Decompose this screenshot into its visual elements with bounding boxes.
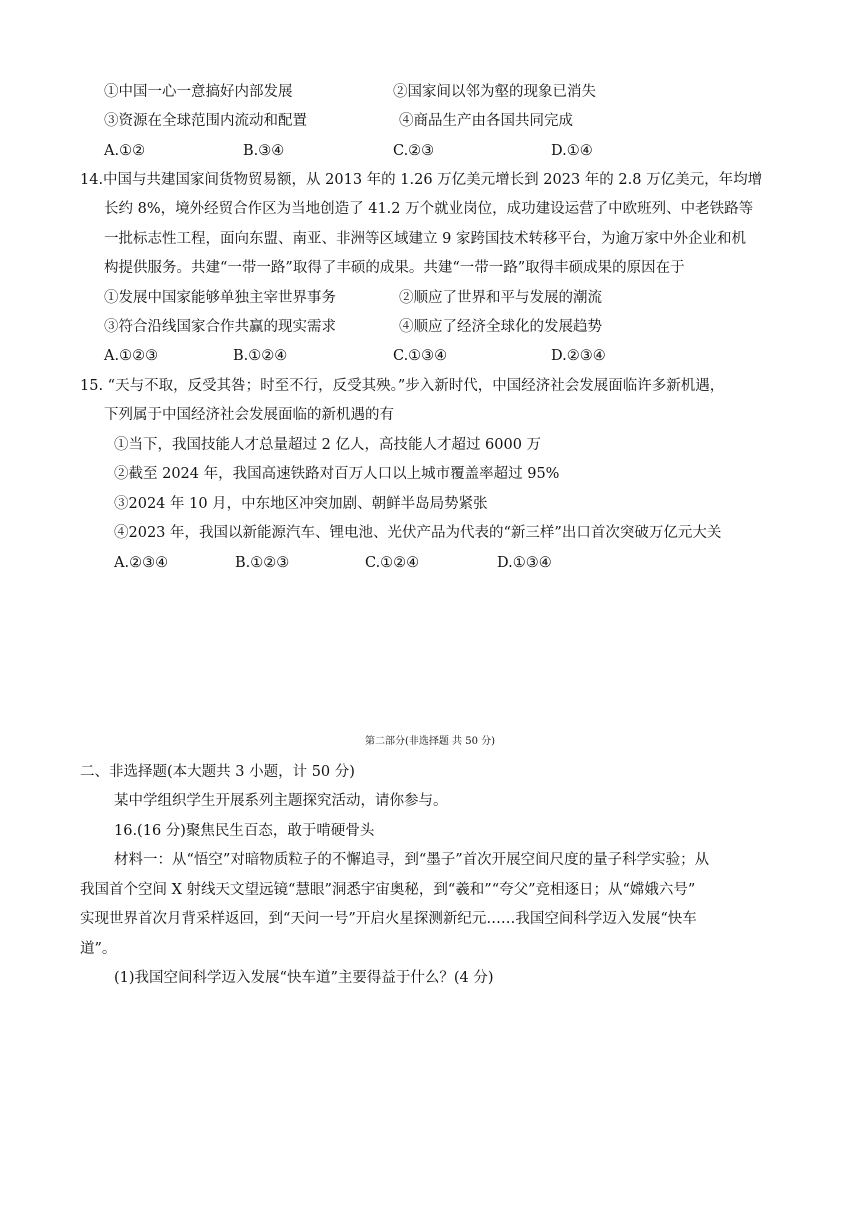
q14-option-a: A.①②③ (104, 348, 159, 364)
q16-sub-question-1: (1)我国空间科学迈入发展“快车道”主要得益于什么？(4 分) (114, 970, 494, 986)
q16-material-line-2: 我国首个空间 X 射线天文望远镜“慧眼”洞悉宇宙奥秘，到“羲和”“夸父”竞相逐日；从“嫦娥六号” (80, 882, 696, 898)
q14-stem-line-3: 一批标志性工程，面向东盟、南亚、非洲等区域建立 9 家跨国技术转移平台，为逾万家中外企业和机 (104, 231, 746, 247)
q13-option-c: C.②③ (393, 143, 435, 159)
q14-stem-line-4: 构提供服务。共建“一带一路”取得了丰硕的成果。共建“一带一路”取得丰硕成果的原因在于 (104, 260, 685, 276)
q15-option-a: A.②③④ (114, 555, 169, 571)
q13-item-3: ③资源在全球范围内流动和配置 (104, 113, 307, 129)
q14-stem-line-1: 14.中国与共建国家间货物贸易额，从 2013 年的 1.26 万亿美元增长到 2023 年的 2.8 万亿美元，年均增 (80, 172, 763, 188)
q15-option-b: B.①②③ (235, 555, 290, 571)
q13-option-a: A.①② (104, 143, 146, 159)
q15-item-2: ②截至 2024 年，我国高速铁路对百万人口以上城市覆盖率超过 95% (114, 466, 560, 482)
q14-item-4: ④顺应了经济全球化的发展趋势 (399, 319, 602, 335)
q14-option-b: B.①②④ (233, 348, 288, 364)
q13-option-d: D.①④ (551, 143, 593, 159)
q14-option-d: D.②③④ (551, 348, 606, 364)
q16-material-line-4: 道”。 (80, 941, 117, 957)
q13-option-b: B.③④ (243, 143, 285, 159)
q16-material-line-3: 实现世界首次月背采样返回，到“天问一号”开启火星探测新纪元……我国空间科学迈入发展“快车 (80, 911, 697, 927)
q15-stem-line-2: 下列属于中国经济社会发展面临的新机遇的有 (104, 407, 394, 423)
q14-stem-line-2: 长约 8%，境外经贸合作区为当地创造了 41.2 万个就业岗位，成功建设运营了中欧班列、中老铁路等 (104, 201, 754, 217)
q13-item-1: ①中国一心一意搞好内部发展 (104, 84, 293, 100)
q15-item-4: ④2023 年，我国以新能源汽车、锂电池、光伏产品为代表的“新三样”出口首次突破万亿元大关 (114, 525, 722, 541)
q16-material-line-1: 材料一：从“悟空”对暗物质粒子的不懈追寻，到“墨子”首次开展空间尺度的量子科学实验；从 (114, 852, 710, 868)
part2-title: 第二部分(非选择题 共 50 分) (364, 736, 496, 747)
q15-item-1: ①当下，我国技能人才总量超过 2 亿人，高技能人才超过 6000 万 (114, 437, 542, 453)
q15-stem-line-1: 15. “天与不取，反受其咎；时至不行，反受其殃。”步入新时代，中国经济社会发展面临许多新机遇， (80, 378, 725, 394)
q15-option-d: D.①③④ (497, 555, 552, 571)
part2-intro: 某中学组织学生开展系列主题探究活动，请你参与。 (114, 793, 448, 809)
q15-option-c: C.①②④ (365, 555, 420, 571)
q13-item-2: ②国家间以邻为壑的现象已消失 (393, 84, 596, 100)
q14-item-1: ①发展中国家能够单独主宰世界事务 (104, 290, 336, 306)
q13-item-4: ④商品生产由各国共同完成 (399, 113, 573, 129)
q16-title: 16.(16 分)聚焦民生百态，敢于啃硬骨头 (114, 823, 375, 839)
q14-item-3: ③符合沿线国家合作共赢的现实需求 (104, 319, 336, 335)
q15-item-3: ③2024 年 10 月，中东地区冲突加剧、朝鲜半岛局势紧张 (114, 496, 488, 512)
q14-item-2: ②顺应了世界和平与发展的潮流 (399, 290, 602, 306)
part2-section-heading: 二、非选择题(本大题共 3 小题，计 50 分) (80, 764, 355, 780)
q14-option-c: C.①③④ (393, 348, 448, 364)
